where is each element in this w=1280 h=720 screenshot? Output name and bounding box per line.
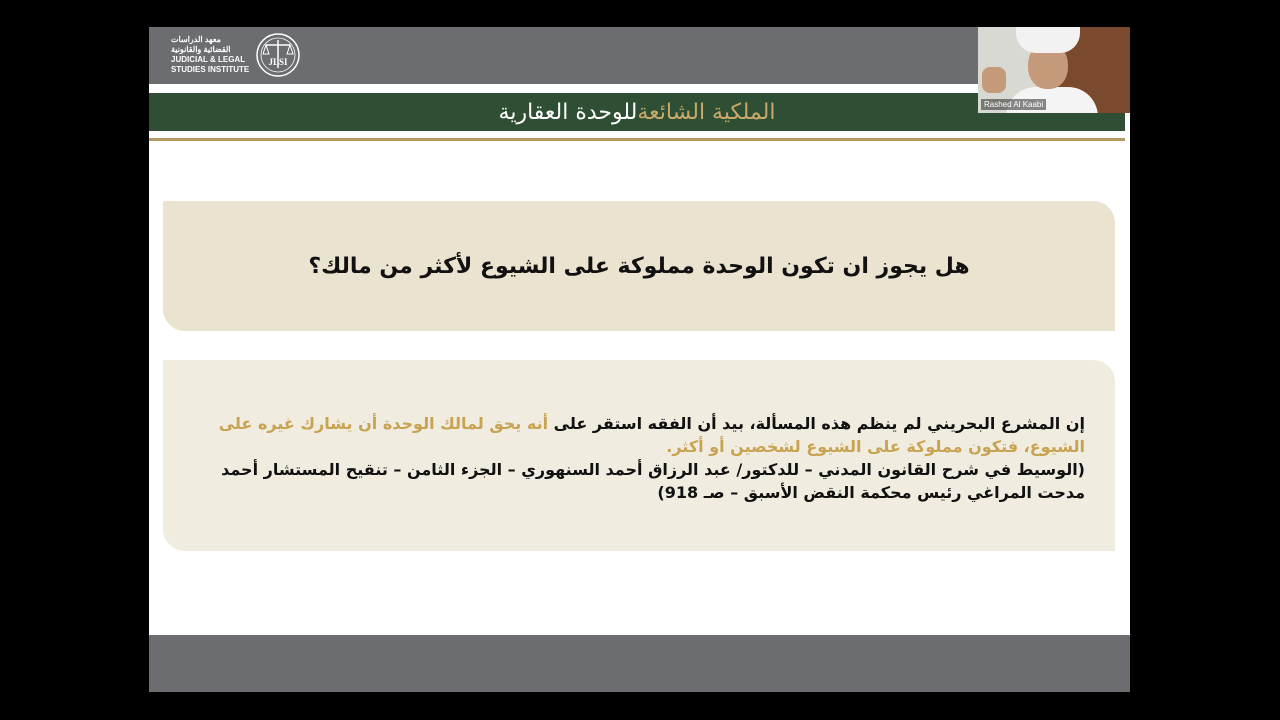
slide-title-highlight: الملكية الشائعة: [637, 99, 776, 125]
video-person-hand: [982, 67, 1006, 93]
question-text: هل يجوز ان تكون الوحدة مملوكة على الشيوع لأكثر من مالك؟: [308, 253, 970, 279]
logo-text: [171, 35, 249, 75]
participant-name-label: Rashed Al Kaabi: [981, 99, 1046, 110]
question-card: [163, 201, 1115, 331]
citation-text: (الوسيط في شرح القانون المدني – للدكتور/ عبد الرزاق أحمد السنهوري – الجزء الثامن – تنقيح المستشار أحمد مدحت المراغي رئيس محكمة النقض الأسبق – صـ 918): [221, 460, 1085, 502]
answer-intro: إن المشرع البحريني لم ينظم هذه المسألة، بيد أن الفقه استقر على: [548, 414, 1085, 433]
logo-arabic-line1: معهد الدراسات: [171, 35, 221, 44]
answer-text: [205, 412, 1085, 504]
slide-footer-bar: [149, 635, 1130, 692]
logo-arabic-line2: القضائية والقانونية: [171, 45, 231, 54]
video-person-headdress: [1016, 27, 1080, 53]
slide-title-rest: للوحدة العقارية: [498, 99, 638, 125]
logo-english-line1: JUDICIAL & LEGAL: [171, 55, 246, 64]
scales-emblem-icon: [255, 32, 301, 78]
participant-video-tile[interactable]: [978, 27, 1130, 113]
presentation-slide: [149, 27, 1130, 692]
logo-english-line2: STUDIES INSTITUTE: [171, 65, 250, 74]
answer-card: [163, 360, 1115, 551]
institute-logo: [171, 32, 301, 78]
title-divider: [149, 138, 1125, 141]
logo-emblem-letters: JLSI: [268, 57, 288, 67]
answer-highlight: أنه يحق لمالك الوحدة أن يشارك غيره على الشيوع، فتكون مملوكة على الشيوع لشخصين أو أكثر.: [218, 414, 1085, 456]
